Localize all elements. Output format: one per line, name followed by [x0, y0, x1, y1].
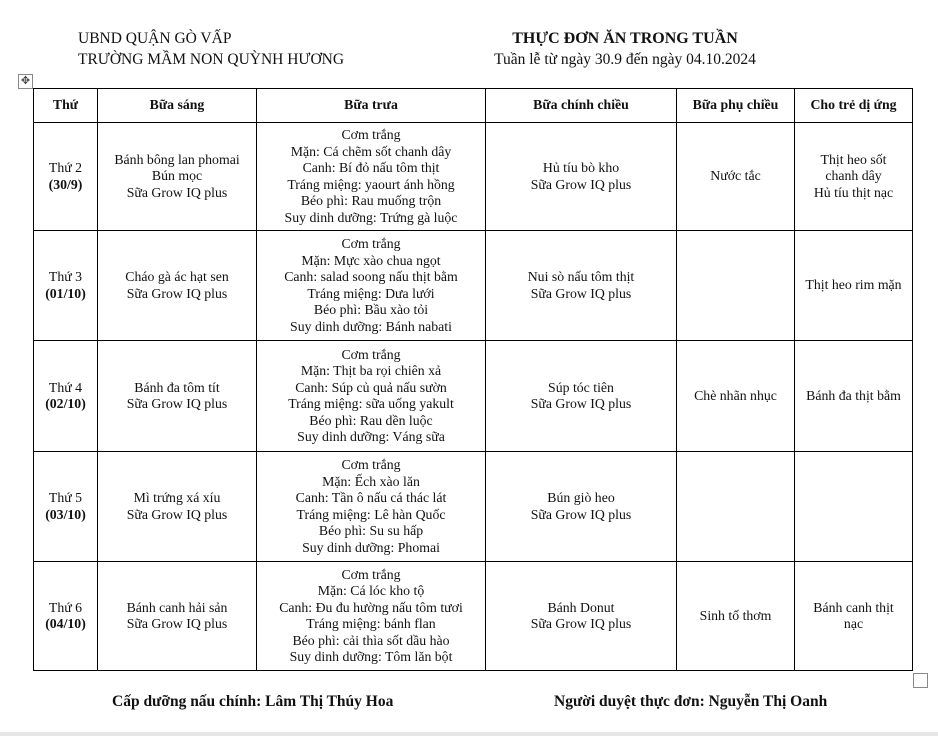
menu-item: Béo phì: Su su hấp — [318, 523, 424, 538]
menu-item: Sữa Grow IQ plus — [126, 184, 228, 200]
menu-item: Tráng miệng: Lê hàn Quốc — [296, 506, 446, 522]
afternoon-snack-cell — [677, 452, 795, 562]
menu-item: Nước tắc — [710, 168, 761, 184]
afternoon-snack-cell — [677, 341, 795, 452]
breakfast-cell — [98, 341, 257, 452]
menu-item: Béo phì: Rau muống trộn — [300, 193, 442, 208]
day-label: Thứ 3 — [48, 269, 83, 284]
table-row — [34, 452, 913, 562]
menu-item: Cháo gà ác hạt sen — [125, 269, 229, 284]
menu-item: Canh: salad soong nấu thịt bằm — [284, 269, 458, 284]
menu-item: chanh dây — [825, 168, 882, 184]
menu-item: Mặn: Cá chẽm sốt chanh dây — [290, 143, 452, 159]
cook-signature: Cấp dưỡng nấu chính: Lâm Thị Thúy Hoa — [112, 693, 394, 710]
menu-item: Suy dinh dưỡng: Trứng gà luộc — [284, 209, 458, 225]
allergy-cell — [795, 452, 913, 562]
menu-item: Mặn: Thịt ba rọi chiên xả — [300, 363, 442, 378]
afternoon-snack-cell — [677, 231, 795, 341]
lunch-cell — [257, 231, 486, 341]
column-header-day: Thứ — [34, 89, 98, 123]
menu-item: Nui sò nấu tôm thịt — [527, 269, 635, 284]
day-cell — [34, 452, 98, 562]
table-header-row — [34, 89, 913, 123]
afternoon-main-cell — [486, 341, 677, 452]
bottom-divider — [0, 732, 938, 736]
menu-item: Canh: Bí đỏ nấu tôm thịt — [302, 160, 440, 175]
afternoon-main-cell — [486, 123, 677, 231]
menu-item: Sữa Grow IQ plus — [126, 396, 228, 411]
menu-item: Cơm trắng — [341, 346, 401, 362]
menu-item: Mặn: Cá lóc kho tộ — [317, 583, 425, 598]
menu-item: Tráng miệng: yaourt ánh hồng — [287, 176, 455, 192]
menu-item: Bánh bông lan phomai — [114, 151, 240, 167]
menu-item: Hủ tíu thịt nạc — [813, 184, 894, 200]
allergy-cell — [795, 123, 913, 231]
week-range: Tuần lễ từ ngày 30.9 đến ngày 04.10.2024 — [494, 51, 756, 68]
menu-item: Tráng miệng: Dưa lưới — [307, 285, 435, 301]
lunch-cell — [257, 341, 486, 452]
allergy-cell — [795, 562, 913, 671]
menu-item: Mặn: Ếch xào lăn — [322, 473, 420, 489]
breakfast-cell — [98, 123, 257, 231]
table-row — [34, 231, 913, 341]
column-header-afternoon-main: Bữa chính chiều — [486, 89, 677, 123]
menu-item: Canh: Đu đu hường nấu tôm tươi — [279, 599, 463, 615]
menu-item: Sữa Grow IQ plus — [530, 616, 632, 631]
menu-item: Béo phì: Rau dền luộc — [309, 412, 433, 428]
allergy-cell — [795, 231, 913, 341]
menu-item: Sữa Grow IQ plus — [530, 506, 632, 522]
lunch-cell — [257, 123, 486, 231]
menu-item: Bánh đa thịt bằm — [806, 387, 901, 403]
table-row — [34, 341, 913, 452]
menu-item: Hủ tíu bò kho — [542, 160, 620, 175]
weekly-menu-table — [33, 88, 913, 671]
menu-item: Sữa Grow IQ plus — [126, 506, 228, 522]
menu-item: Sữa Grow IQ plus — [126, 616, 228, 631]
lunch-cell — [257, 562, 486, 671]
approver-signature: Người duyệt thực đơn: Nguyễn Thị Oanh — [554, 693, 828, 710]
menu-item: Bún giò heo — [547, 490, 615, 505]
column-header-allergy: Cho trẻ dị ứng — [795, 89, 913, 123]
school-name: TRƯỜNG MẦM NON QUỲNH HƯƠNG — [78, 51, 345, 68]
table-row — [34, 562, 913, 671]
afternoon-main-cell — [486, 562, 677, 671]
school-header — [78, 28, 344, 70]
table-row — [34, 123, 913, 231]
menu-item: Sữa Grow IQ plus — [530, 396, 632, 411]
afternoon-snack-cell — [677, 562, 795, 671]
menu-item: Cơm trắng — [341, 236, 401, 251]
menu-item: Sữa Grow IQ plus — [530, 285, 632, 301]
menu-item: Suy dinh dưỡng: Tôm lăn bột — [289, 649, 453, 664]
day-cell — [34, 562, 98, 671]
district-name: UBND QUẬN GÒ VẤP — [78, 30, 232, 47]
day-label: Thứ 6 — [48, 599, 83, 615]
menu-item: Tráng miệng: sữa uống yakult — [288, 396, 454, 411]
day-cell — [34, 123, 98, 231]
menu-item: Bánh canh thịt — [813, 599, 894, 615]
menu-item: nạc — [843, 616, 864, 631]
menu-item: Béo phì: Bầu xào tỏi — [313, 302, 429, 317]
day-cell — [34, 341, 98, 452]
menu-item: Thịt heo rim mặn — [805, 277, 902, 293]
menu-item: Súp tóc tiên — [548, 379, 614, 395]
menu-item: Cơm trắng — [341, 127, 401, 142]
menu-item: Béo phì: cải thìa sốt dầu hào — [292, 632, 450, 648]
menu-item: Sữa Grow IQ plus — [126, 285, 228, 301]
day-label: Thứ 5 — [48, 490, 83, 505]
afternoon-main-cell — [486, 452, 677, 562]
menu-item: Bún mọc — [151, 168, 203, 184]
menu-item: Canh: Tần ô nấu cá thác lát — [295, 490, 447, 505]
menu-item: Bánh đa tôm tít — [134, 379, 220, 395]
move-arrows-icon[interactable]: ✥ — [18, 74, 33, 89]
menu-item: Mặn: Mực xào chua ngọt — [301, 252, 441, 268]
column-header-lunch: Bữa trưa — [257, 89, 486, 123]
breakfast-cell — [98, 231, 257, 341]
day-label: Thứ 4 — [48, 379, 83, 395]
day-date: (03/10) — [45, 506, 86, 522]
menu-item: Canh: Súp củ quả nấu sườn — [295, 379, 447, 395]
menu-item: Cơm trắng — [341, 566, 401, 582]
menu-item: Thịt heo sốt — [820, 151, 887, 167]
breakfast-cell — [98, 452, 257, 562]
menu-item: Sinh tố thơm — [699, 607, 772, 623]
menu-item: Bánh Donut — [547, 599, 615, 615]
menu-item: Chè nhãn nhục — [694, 387, 777, 403]
column-header-afternoon-snack: Bữa phụ chiều — [677, 89, 795, 123]
menu-item: Suy dinh dưỡng: Bánh nabati — [290, 318, 452, 334]
menu-title-block — [430, 28, 820, 70]
day-date: (04/10) — [45, 616, 86, 631]
lunch-cell — [257, 452, 486, 562]
day-date: (01/10) — [45, 285, 86, 301]
menu-item: Sữa Grow IQ plus — [530, 176, 632, 192]
menu-item: Tráng miệng: bánh flan — [306, 616, 436, 631]
afternoon-snack-cell — [677, 123, 795, 231]
afternoon-main-cell — [486, 231, 677, 341]
breakfast-cell — [98, 562, 257, 671]
menu-item: Bánh canh hải sản — [126, 599, 228, 615]
day-date: (02/10) — [45, 396, 86, 411]
menu-item: Cơm trắng — [341, 457, 401, 472]
allergy-cell — [795, 341, 913, 452]
menu-item: Mì trứng xá xíu — [133, 490, 221, 505]
day-date: (30/9) — [48, 176, 83, 192]
menu-item: Suy dinh dưỡng: Phomai — [302, 539, 440, 555]
page-title: THỰC ĐƠN ĂN TRONG TUẦN — [512, 30, 738, 47]
day-label: Thứ 2 — [48, 160, 83, 175]
day-cell — [34, 231, 98, 341]
column-header-breakfast: Bữa sáng — [98, 89, 257, 123]
resize-square-icon[interactable] — [913, 673, 928, 688]
menu-item: Suy dinh dưỡng: Váng sữa — [297, 429, 445, 444]
